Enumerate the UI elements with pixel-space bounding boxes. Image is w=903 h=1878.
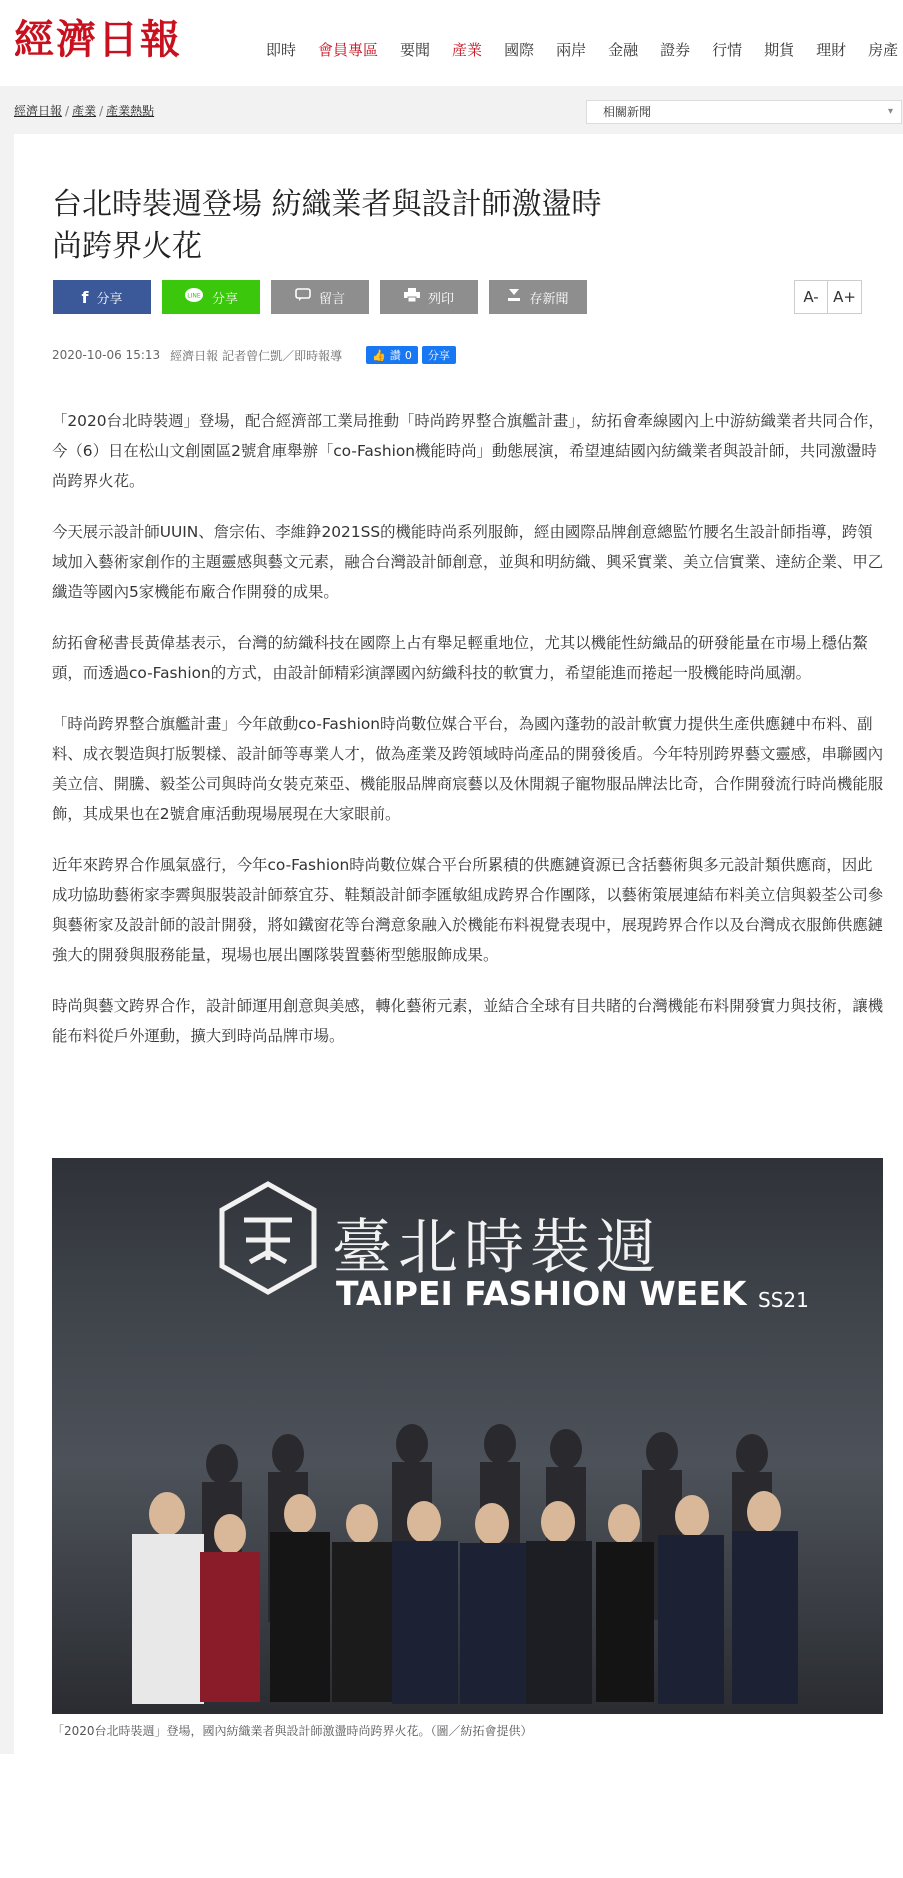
nav-item-market[interactable]: 行情 bbox=[712, 41, 743, 59]
breadcrumb-separator: / bbox=[65, 104, 70, 118]
backdrop-chinese-title: 臺北時裝週 bbox=[332, 1213, 662, 1283]
paragraph: 時尚與藝文跨界合作，設計師運用創意與美感，轉化藝術元素，並結合全球有目共睹的台灣機能布料開發實力與技術，讓機能布料從戶外運動，擴大到時尚品牌市場。 bbox=[52, 997, 884, 1045]
nav-item-member[interactable]: 會員專區 bbox=[318, 41, 379, 59]
download-icon bbox=[507, 288, 521, 306]
comment-label: 留言 bbox=[318, 291, 345, 307]
line-share-label: 分享 bbox=[211, 291, 238, 307]
paragraph: 近年來跨界合作風氣盛行，今年co-Fashion時尚數位媒合平台所累積的供應鏈資源已含括藝術與多元設計類供應商，因此成功協助藝術家李霽與服裝設計師蔡宜芬、鞋類設計師李匯敏組成跨界合作團隊，以藝術策展連結布料美立信與毅荃公司參與藝術家及設計師的設計開發，將如鐵窗花等台灣意象融入於機能布料視覺表現中，展現跨界合作以及台灣成衣服飾供應鏈強大的開發與服務能量，現場也展出團隊裝置藝術型態服飾成果。 bbox=[52, 856, 884, 964]
paragraph: 「2020台北時裝週」登場，配合經濟部工業局推動「時尚跨界整合旗艦計畫」，紡拓會牽線國內上中游紡織業者共同合作，今（6）日在松山文創園區2號倉庫舉辦「co-Fashion機能時尚」動態展演，希望連結國內紡織業者與設計師，共同激盪時尚跨界火花。 bbox=[52, 412, 884, 490]
breadcrumb-home[interactable]: 經濟日報 bbox=[14, 104, 63, 118]
breadcrumb bbox=[14, 102, 154, 119]
facebook-like-button[interactable] bbox=[366, 346, 418, 364]
print-label: 列印 bbox=[427, 291, 454, 307]
nav-item-cross-strait[interactable]: 兩岸 bbox=[556, 41, 587, 59]
facebook-share-button[interactable] bbox=[53, 280, 151, 314]
article-source: 經濟日報 bbox=[170, 348, 219, 363]
site-logo[interactable]: 經濟日報 bbox=[14, 16, 182, 63]
print-button[interactable] bbox=[380, 280, 478, 314]
article bbox=[14, 134, 903, 1754]
backdrop-season: SS21 bbox=[758, 1288, 809, 1312]
publish-date: 2020-10-06 15:13 bbox=[52, 348, 161, 362]
nav-item-futures[interactable]: 期貨 bbox=[764, 41, 795, 59]
nav-item-finance[interactable]: 金融 bbox=[608, 41, 639, 59]
svg-text:LINE: LINE bbox=[187, 292, 201, 300]
thumbs-up-icon: 👍 bbox=[372, 348, 386, 362]
article-photo[interactable] bbox=[52, 1158, 883, 1714]
line-icon bbox=[184, 287, 204, 307]
breadcrumb-separator: / bbox=[99, 104, 104, 118]
group-photo-people bbox=[52, 1334, 883, 1714]
breadcrumb-industry[interactable]: 產業 bbox=[72, 104, 97, 118]
nav-item-headlines[interactable]: 要聞 bbox=[400, 41, 431, 59]
left-gutter bbox=[0, 134, 14, 1754]
like-count: 0 bbox=[404, 348, 412, 362]
font-decrease-button[interactable]: A- bbox=[794, 280, 828, 314]
chevron-down-icon: ▾ bbox=[887, 106, 893, 117]
like-label: 讚 bbox=[389, 349, 401, 362]
font-size-controls bbox=[794, 280, 862, 314]
backdrop-english-title: TAIPEI FASHION WEEK bbox=[336, 1274, 747, 1313]
article-body bbox=[52, 406, 884, 1072]
save-news-label: 存新聞 bbox=[529, 291, 569, 307]
photo-caption: 「2020台北時裝週」登場，國內紡織業者與設計師激盪時尚跨界火花。（圖／紡拓會提供） bbox=[52, 1724, 533, 1738]
article-meta bbox=[52, 346, 456, 364]
nav-item-property[interactable]: 房產 bbox=[868, 41, 899, 59]
site-header bbox=[0, 0, 903, 87]
facebook-share-small-button[interactable]: 分享 bbox=[422, 346, 456, 364]
facebook-share-label: 分享 bbox=[96, 291, 123, 307]
breadcrumb-hot-topics[interactable]: 產業熱點 bbox=[106, 104, 155, 118]
related-news-label: 相關新聞 bbox=[603, 105, 652, 119]
nav-item-international[interactable]: 國際 bbox=[504, 41, 535, 59]
article-title: 台北時裝週登場 紡織業者與設計師激盪時尚跨界火花 bbox=[52, 187, 602, 265]
paragraph: 今天展示設計師UUIN、詹宗佑、李維錚2021SS的機能時尚系列服飾，經由國際品牌創意總監竹腰名生設計師指導，跨領域加入藝術家創作的主題靈感與藝文元素，融合台灣設計師創意，並與和明紡織、興采實業、美立信實業、達紡企業、甲乙纖造等國內5家機能布廠合作開發的成果。 bbox=[52, 523, 884, 601]
comment-button[interactable] bbox=[271, 280, 369, 314]
nav-item-securities[interactable]: 證券 bbox=[660, 41, 691, 59]
print-icon bbox=[404, 288, 420, 306]
paragraph: 「時尚跨界整合旗艦計畫」今年啟動co-Fashion時尚數位媒合平台，為國內蓬勃的設計軟實力提供生產供應鏈中布料、副料、成衣製造與打版製樣、設計師等專業人才，做為產業及跨領域時尚產品的開發後盾。今年特別跨界藝文靈感，串聯國內美立信、開騰、毅荃公司與時尚女裝克萊亞、機能服品牌商宸藝以及休閒親子寵物服品牌法比奇，合作開發流行時尚機能服飾，其成果也在2號倉庫活動現場展現在大家眼前。 bbox=[52, 715, 884, 823]
paragraph: 紡拓會秘書長黃偉基表示，台灣的紡織科技在國際上占有舉足輕重地位，尤其以機能性紡織品的研發能量在市場上穩佔鰲頭，而透過co-Fashion的方式，由設計師精彩演譯國內紡織科技的軟實力，希望能進而捲起一股機能時尚風潮。 bbox=[52, 634, 868, 682]
tfw-emblem-icon bbox=[210, 1180, 326, 1296]
nav-item-instant[interactable]: 即時 bbox=[266, 41, 297, 59]
facebook-icon: f bbox=[81, 287, 89, 307]
nav-item-wealth[interactable]: 理財 bbox=[816, 41, 847, 59]
article-author: 記者曾仁凱／即時報導 bbox=[222, 348, 343, 363]
line-share-button[interactable] bbox=[162, 280, 260, 314]
font-increase-button[interactable]: A+ bbox=[828, 280, 862, 314]
nav-item-industry[interactable]: 產業 bbox=[452, 41, 483, 59]
related-news-dropdown[interactable] bbox=[586, 100, 902, 124]
main-nav bbox=[266, 38, 898, 62]
save-news-button[interactable] bbox=[489, 280, 587, 314]
share-toolbar bbox=[53, 280, 587, 314]
comment-icon bbox=[295, 288, 311, 306]
